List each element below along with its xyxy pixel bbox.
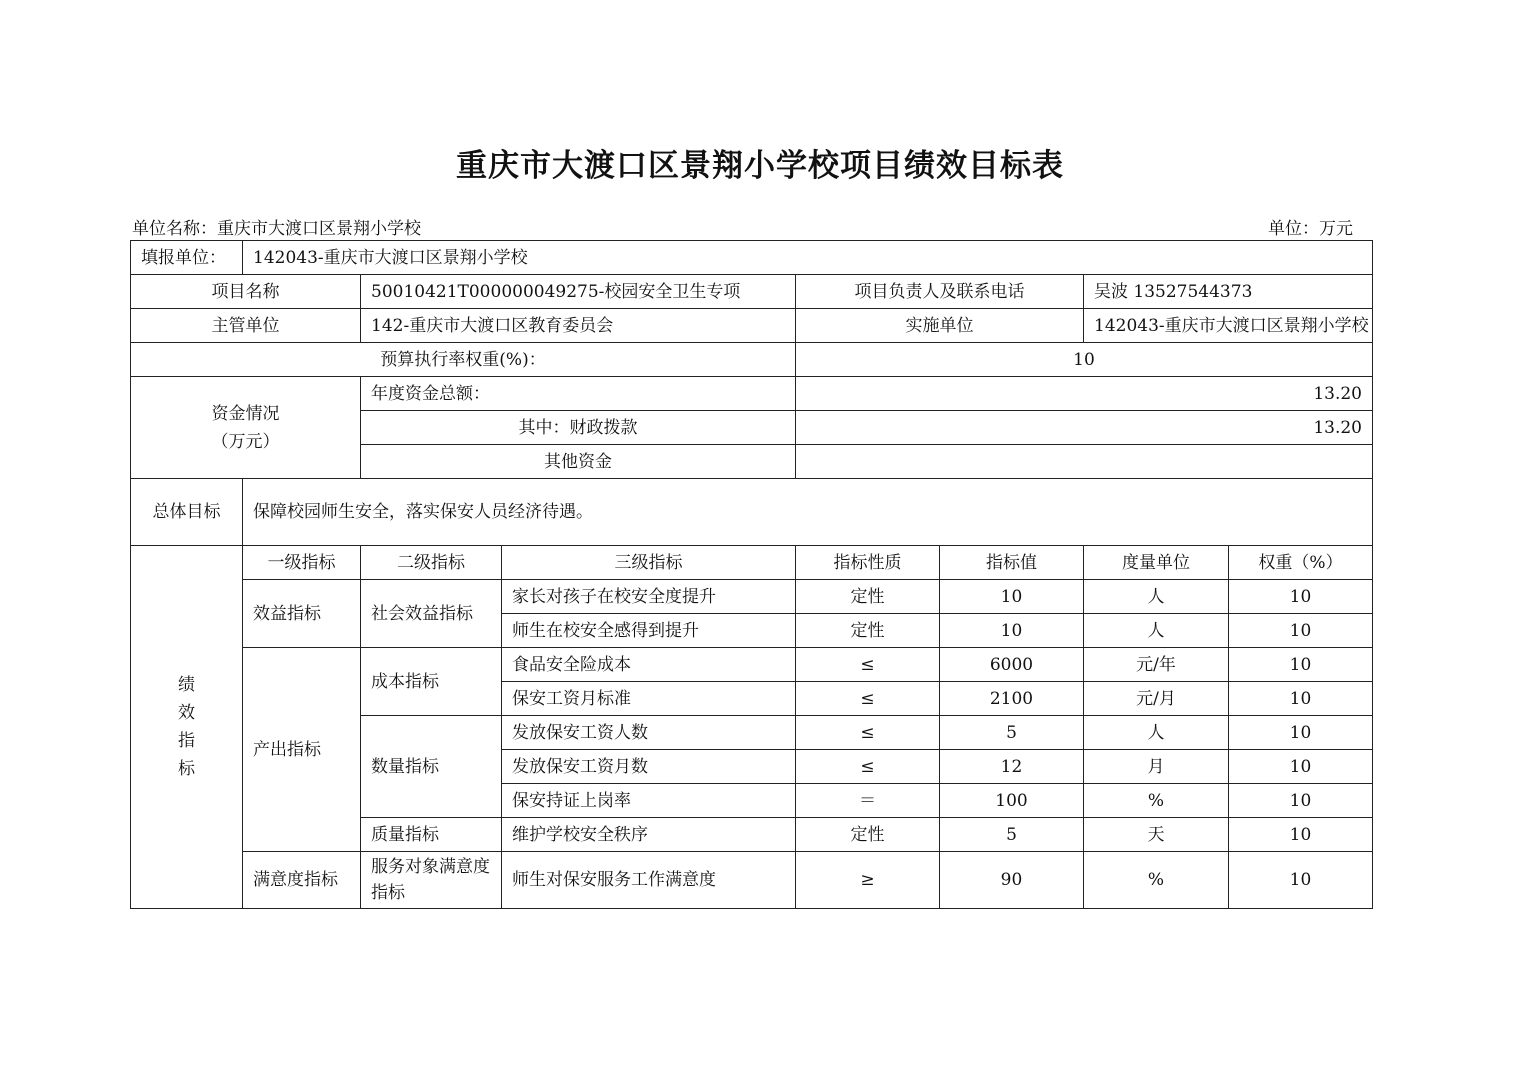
budget-weight-row [131,343,1373,377]
indicator-weight: 10 [1229,852,1373,909]
funds-total-row [131,377,1373,411]
project-name-row [131,275,1373,309]
performance-table [130,240,1373,909]
indicator-unit: 人 [1084,716,1229,750]
level2-social: 社会效益指标 [361,580,502,648]
indicator-weight: 10 [1229,580,1373,614]
indicator-nature: ≤ [796,648,940,682]
budget-weight-label: 预算执行率权重(%)： [131,343,796,377]
supervisor-value: 142-重庆市大渡口区教育委员会 [361,309,796,343]
annual-total-label: 年度资金总额： [361,377,796,411]
indicator-nature: ＝ [796,784,940,818]
indicator-unit: % [1084,784,1229,818]
table-row [131,852,1373,909]
indicator-value: 5 [940,818,1084,852]
overall-goal-value: 保障校园师生安全，落实保安人员经济待遇。 [243,479,1373,546]
indicator-nature: ≥ [796,852,940,909]
indicator-unit: % [1084,852,1229,909]
level1-satisfaction: 满意度指标 [243,852,361,909]
funds-label-line1: 资金情况 [211,403,280,424]
indicator-nature: ≤ [796,716,940,750]
indicator-weight: 10 [1229,716,1373,750]
indicator-name: 食品安全险成本 [502,648,796,682]
indicator-nature: 定性 [796,580,940,614]
level2-quantity: 数量指标 [361,716,502,818]
indicator-name: 发放保安工资月数 [502,750,796,784]
indicator-weight: 10 [1229,614,1373,648]
perf-char-1: 绩 [178,675,195,695]
indicator-header-row [131,546,1373,580]
header-nature: 指标性质 [796,546,940,580]
indicator-name: 家长对孩子在校安全度提升 [502,580,796,614]
perf-indicator-label [131,546,243,909]
indicator-nature: ≤ [796,750,940,784]
fill-unit-label: 填报单位： [131,241,243,275]
indicator-value: 5 [940,716,1084,750]
supervisor-row [131,309,1373,343]
header-level2: 二级指标 [361,546,502,580]
table-row [131,648,1373,682]
level2-satisfaction: 服务对象满意度指标 [361,852,502,909]
perf-char-3: 指 [178,731,195,751]
project-name-value: 50010421T000000049275-校园安全卫生专项 [361,275,796,309]
level1-benefit: 效益指标 [243,580,361,648]
header-level3: 三级指标 [502,546,796,580]
overall-goal-label: 总体目标 [131,479,243,546]
indicator-value: 10 [940,580,1084,614]
header-unit: 度量单位 [1084,546,1229,580]
indicator-unit: 人 [1084,580,1229,614]
supervisor-label: 主管单位 [131,309,361,343]
indicator-name: 保安持证上岗率 [502,784,796,818]
contact-value: 吴波 13527544373 [1084,275,1373,309]
fill-unit-row [131,241,1373,275]
page-title: 重庆市大渡口区景翔小学校项目绩效目标表 [456,148,1064,184]
indicator-name: 师生对保安服务工作满意度 [502,852,796,909]
indicator-weight: 10 [1229,648,1373,682]
header-value: 指标值 [940,546,1084,580]
other-funds-value [796,445,1373,479]
annual-total-value: 13.20 [796,377,1373,411]
indicator-name: 师生在校安全感得到提升 [502,614,796,648]
indicator-unit: 元/年 [1084,648,1229,682]
indicator-unit: 月 [1084,750,1229,784]
indicator-weight: 10 [1229,818,1373,852]
indicator-weight: 10 [1229,682,1373,716]
header-weight: 权重（%） [1229,546,1373,580]
level2-cost: 成本指标 [361,648,502,716]
other-funds-label: 其他资金 [361,445,796,479]
indicator-value: 2100 [940,682,1084,716]
indicator-unit: 天 [1084,818,1229,852]
contact-label: 项目负责人及联系电话 [796,275,1084,309]
indicator-name: 维护学校安全秩序 [502,818,796,852]
indicator-value: 100 [940,784,1084,818]
indicator-value: 12 [940,750,1084,784]
currency-unit: 单位：万元 [1268,219,1353,239]
fiscal-value: 13.20 [796,411,1373,445]
indicator-value: 90 [940,852,1084,909]
indicator-weight: 10 [1229,750,1373,784]
indicator-nature: 定性 [796,818,940,852]
indicator-unit: 元/月 [1084,682,1229,716]
indicator-unit: 人 [1084,614,1229,648]
level2-quality: 质量指标 [361,818,502,852]
budget-weight-value: 10 [796,343,1373,377]
indicator-name: 发放保安工资人数 [502,716,796,750]
indicator-nature: 定性 [796,614,940,648]
level1-output: 产出指标 [243,648,361,852]
impl-label: 实施单位 [796,309,1084,343]
indicator-weight: 10 [1229,784,1373,818]
funds-label [131,377,361,479]
perf-char-4: 标 [178,759,195,779]
table-row [131,580,1373,614]
indicator-value: 6000 [940,648,1084,682]
fiscal-label: 其中：财政拨款 [361,411,796,445]
perf-char-2: 效 [178,703,195,723]
fill-unit-value: 142043-重庆市大渡口区景翔小学校 [243,241,1373,275]
unit-name: 单位名称：重庆市大渡口区景翔小学校 [132,219,421,239]
project-name-label: 项目名称 [131,275,361,309]
header-level1: 一级指标 [243,546,361,580]
overall-goal-row [131,479,1373,546]
funds-label-line2: （万元） [211,431,280,452]
indicator-name: 保安工资月标准 [502,682,796,716]
indicator-value: 10 [940,614,1084,648]
impl-value: 142043-重庆市大渡口区景翔小学校 [1084,309,1373,343]
indicator-nature: ≤ [796,682,940,716]
